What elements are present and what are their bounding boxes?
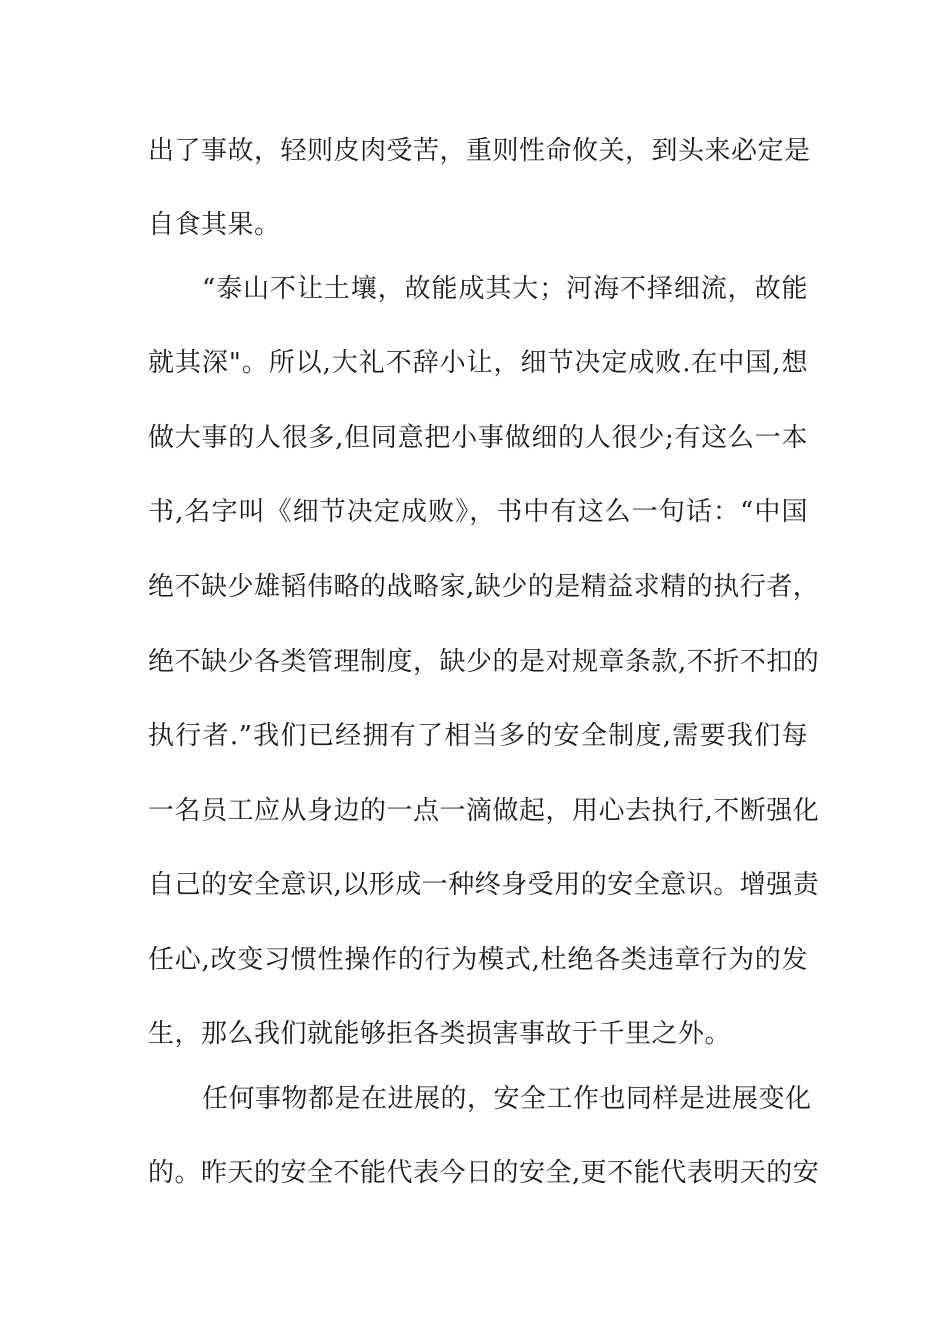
text-line-12: 任心,改变习惯性操作的行为模式,杜绝各类违章行为的发 <box>148 945 808 975</box>
text-line-10: 一名员工应从身边的一点一滴做起，用心去执行,不断强化 <box>148 796 820 826</box>
text-line-9: 执行者.”我们已经拥有了相当多的安全制度,需要我们每 <box>148 721 808 751</box>
text-line-8: 绝不缺少各类管理制度，缺少的是对规章条款,不折不扣的 <box>148 647 820 677</box>
text-line-3: “泰山不让土壤，故能成其大；河海不择细流，故能 <box>202 274 808 304</box>
text-line-7: 绝不缺少雄韬伟略的战略家,缺少的是精益求精的执行者， <box>148 572 820 602</box>
text-line-14: 任何事物都是在进展的，安全工作也同样是进展变化 <box>202 1084 812 1114</box>
text-line-4: 就其深"。所以,大礼不辞小让，细节决定成败.在中国,想 <box>148 348 808 378</box>
text-line-6: 书,名字叫《细节决定成败》，书中有这么一句话：“中国 <box>148 497 808 527</box>
text-line-2: 自食其果。 <box>148 210 281 240</box>
text-line-13: 生，那么我们就能够拒各类损害事故于千里之外。 <box>148 1019 732 1049</box>
text-line-15: 的。昨天的安全不能代表今日的安全,更不能代表明天的安 <box>148 1158 820 1188</box>
text-line-11: 自己的安全意识,以形成一种终身受用的安全意识。增强责 <box>148 870 820 900</box>
text-line-5: 做大事的人很多,但同意把小事做细的人很少;有这么一本 <box>148 423 808 453</box>
text-line-1: 出了事故，轻则皮肉受苦，重则性命攸关，到头来必定是 <box>148 136 811 166</box>
